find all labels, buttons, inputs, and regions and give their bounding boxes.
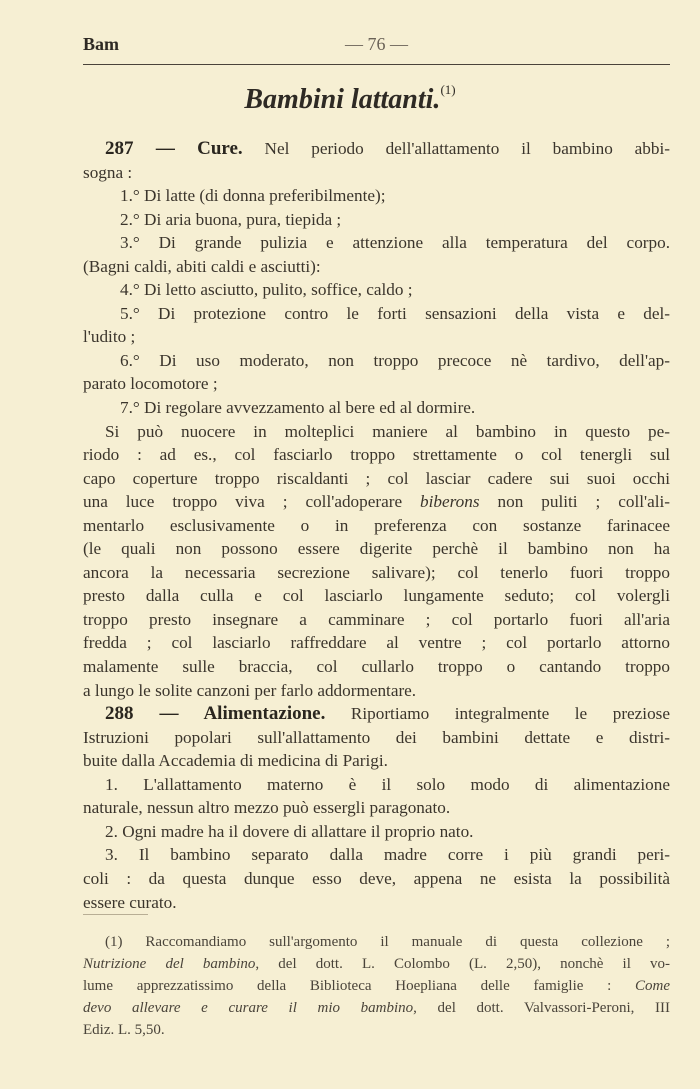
text-run: 3.° Di grande pulizia e attenzione alla temperatura del corpo. xyxy=(120,233,670,253)
text-run: (le quali non possono essere digerite perchè il bambino non ha xyxy=(83,539,670,559)
text-run: 1. L'allattamento materno è il solo modo di alimentazione xyxy=(105,774,670,794)
text-run: buite dalla Accademia di medicina di Parigi. xyxy=(83,751,388,771)
text-run: malamente sulle braccia, col cullarlo troppo o cantando troppo xyxy=(83,657,670,677)
footnote-ref: (1) xyxy=(440,82,456,97)
text-line xyxy=(83,231,670,255)
footnote xyxy=(83,931,670,1041)
page-number: — 76 — xyxy=(345,34,408,54)
text-run: (1) Raccomandiamo sull'argomento il manuale di questa collezione ; xyxy=(105,934,670,950)
text-run: 2.° Di aria buona, pura, tiepida ; xyxy=(120,209,342,229)
text-run: Nel periodo dell'allattamento il bambino abbi- xyxy=(242,139,670,158)
text-line xyxy=(83,208,670,232)
text-run: 5.° Di protezione contro le forti sensazioni della vista e del- xyxy=(120,303,670,323)
section-title xyxy=(0,84,700,116)
text-line xyxy=(83,820,670,844)
text-run: troppo presto insegnare a camminare ; col portarlo fuori all'aria xyxy=(83,609,670,629)
text-line xyxy=(83,584,670,608)
section-title-text: Bambini lattanti. xyxy=(244,84,441,115)
text-run: 1.° Di latte (di donna preferibilmente); xyxy=(120,186,386,206)
text-line xyxy=(83,891,670,915)
text-run: presto dalla culla e col lasciarlo lungamente seduto; col volergli xyxy=(83,586,670,606)
text-run: coli : da questa dunque esso deve, appena ne esista la possibilità xyxy=(83,868,670,888)
body-text xyxy=(83,137,670,914)
text-run: fredda ; col lasciarlo raffreddare al ventre ; col portarlo attorno xyxy=(83,633,670,653)
text-line xyxy=(83,843,670,867)
text-run: sogna : xyxy=(83,162,133,182)
section-heading: 288 — Alimentazione. xyxy=(105,703,326,725)
text-line xyxy=(83,490,670,514)
text-line xyxy=(83,161,670,185)
text-line xyxy=(83,631,670,655)
text-line xyxy=(83,467,670,491)
text-line xyxy=(83,325,670,349)
text-run: 2. Ogni madre ha il dovere di allattare il proprio nato. xyxy=(105,821,474,841)
text-line xyxy=(83,137,670,161)
text-line xyxy=(83,302,670,326)
text-run: Si può nuocere in molteplici maniere al bambino in questo pe- xyxy=(105,421,670,441)
text-line xyxy=(83,278,670,302)
text-line xyxy=(83,796,670,820)
text-run: parato locomotore ; xyxy=(83,374,218,394)
section-heading: 287 — Cure. xyxy=(105,138,243,159)
italic-text: Come xyxy=(635,978,670,994)
text-run: lume apprezzatissimo della Biblioteca Hoepliana delle famiglie : xyxy=(83,978,635,994)
text-line xyxy=(83,702,670,726)
text-line xyxy=(83,655,670,679)
text-line xyxy=(83,537,670,561)
text-run: naturale, nessun altro mezzo può essergli paragonato. xyxy=(83,798,451,818)
text-run: (Bagni caldi, abiti caldi e asciutti): xyxy=(83,256,321,276)
text-line xyxy=(83,420,670,444)
text-run: Istruzioni popolari sull'allattamento dei bambini dettate e distri- xyxy=(83,727,670,747)
text-run: 6.° Di uso moderato, non troppo precoce nè tardivo, dell'ap- xyxy=(120,350,670,370)
footnote-line xyxy=(83,931,670,953)
text-line xyxy=(83,443,670,467)
footnote-separator xyxy=(83,914,148,915)
footnote-line xyxy=(83,975,670,997)
text-run: , del dott. L. Colombo (L. 2,50), nonchè il vo- xyxy=(255,956,670,972)
italic-text: devo allevare e curare il mio bambino xyxy=(83,1000,414,1016)
text-run: Riportiamo integralmente le preziose xyxy=(325,704,670,724)
text-line xyxy=(83,372,670,396)
footnote-line xyxy=(83,997,670,1019)
text-line xyxy=(83,867,670,891)
text-line xyxy=(83,773,670,797)
text-run: 3. Il bambino separato dalla madre corre i più grandi peri- xyxy=(105,845,670,865)
text-run: una luce troppo viva ; coll'adoperare xyxy=(83,492,421,512)
text-run: Ediz. L. 5,50. xyxy=(83,1022,165,1038)
text-line xyxy=(83,608,670,632)
footnote-line xyxy=(83,1019,670,1041)
text-run: mentarlo esclusivamente o in preferenza con sostanze farinacee xyxy=(83,515,670,535)
text-run: capo coperture troppo riscaldanti ; col lasciar cadere sui suoi occhi xyxy=(83,468,670,488)
text-line xyxy=(83,561,670,585)
text-line xyxy=(83,726,670,750)
text-line xyxy=(83,679,670,703)
text-run: ancora la necessaria secrezione salivare); col tenerlo fuori troppo xyxy=(83,562,670,582)
header-rule xyxy=(83,64,670,65)
running-head: Bam xyxy=(83,34,119,54)
text-line xyxy=(83,396,670,420)
italic-text: Nutrizione del bambino xyxy=(83,956,256,972)
text-run: , del dott. Valvassori-Peroni, III xyxy=(413,1000,670,1016)
text-run: riodo : ad es., col fasciarlo troppo strettamente o col tenergli sul xyxy=(83,445,670,465)
italic-text: biberons xyxy=(420,492,480,512)
footnote-line xyxy=(83,953,670,975)
running-header xyxy=(83,34,670,58)
text-run: essere curato. xyxy=(83,892,177,912)
text-run: non puliti ; coll'ali- xyxy=(479,492,670,512)
text-line xyxy=(83,514,670,538)
text-line xyxy=(83,749,670,773)
text-run: 7.° Di regolare avvezzamento al bere ed al dormire. xyxy=(120,398,476,418)
text-run: l'udito ; xyxy=(83,327,136,347)
text-run: a lungo le solite canzoni per farlo addormentare. xyxy=(83,680,417,700)
text-run: 4.° Di letto asciutto, pulito, soffice, caldo ; xyxy=(120,280,413,300)
text-line xyxy=(83,255,670,279)
text-line xyxy=(83,349,670,373)
text-line xyxy=(83,184,670,208)
